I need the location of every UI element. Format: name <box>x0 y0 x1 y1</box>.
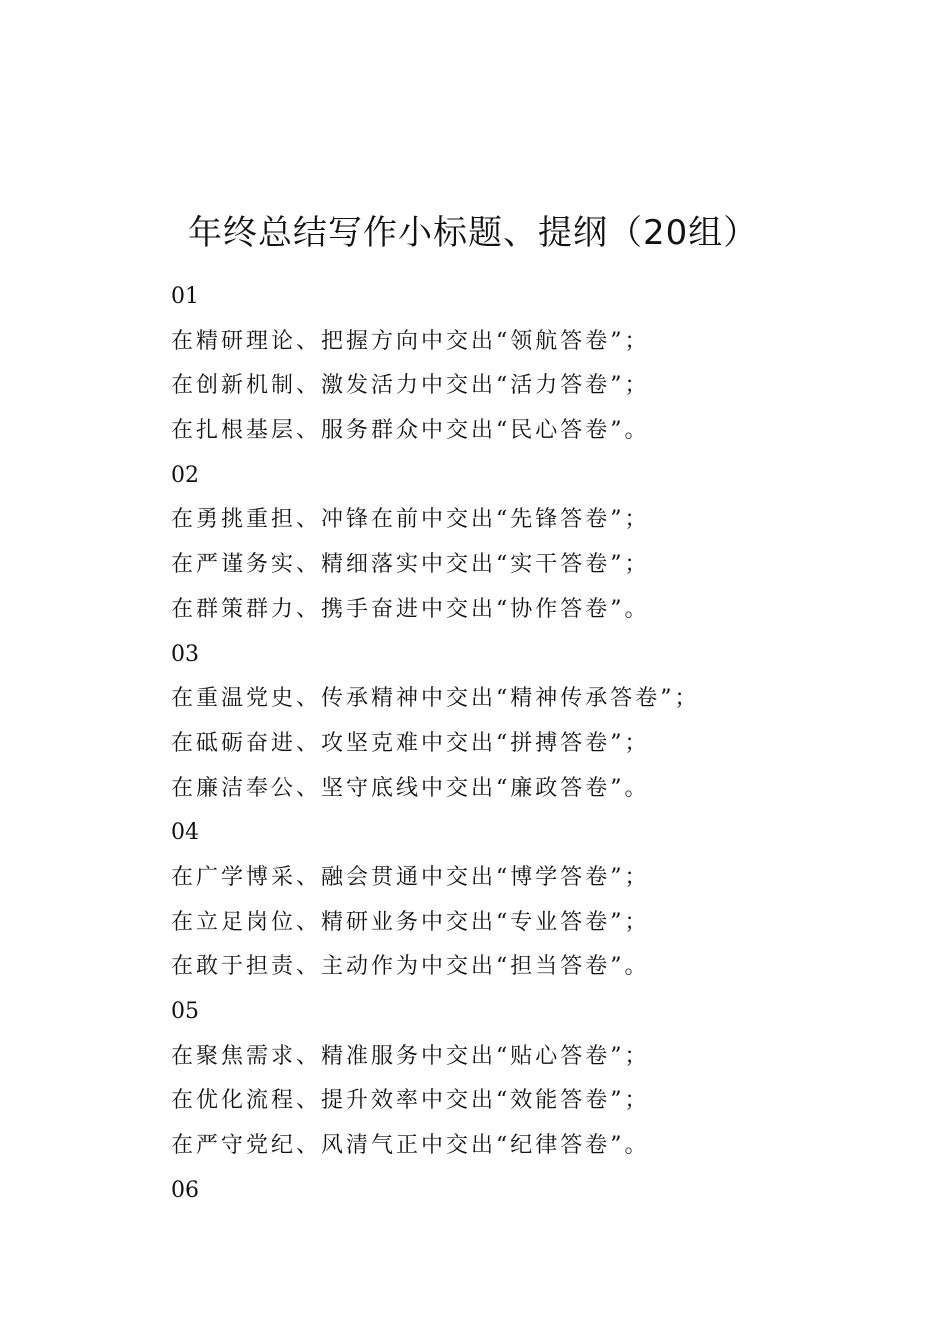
outline-line: 在廉洁奉公、坚守底线中交出“廉政答卷”。 <box>171 775 650 801</box>
group-number: 04 <box>171 820 199 846</box>
outline-line: 在创新机制、激发活力中交出“活力答卷”； <box>171 373 650 399</box>
outline-line: 在严守党纪、风清气正中交出“纪律答卷”。 <box>171 1133 650 1159</box>
outline-line: 在勇挑重担、冲锋在前中交出“先锋答卷”； <box>171 507 650 533</box>
document-body <box>171 275 891 1213</box>
outline-line: 在严谨务实、精细落实中交出“实干答卷”； <box>171 552 650 578</box>
group-number: 03 <box>171 641 199 667</box>
outline-line: 在广学博采、融会贯通中交出“博学答卷”； <box>171 864 650 890</box>
group-number: 01 <box>171 284 199 309</box>
document-title: 年终总结写作小标题、提纲（20组） <box>188 213 759 253</box>
outline-line: 在砥砺奋进、攻坚克难中交出“拼搏答卷”； <box>171 730 650 756</box>
outline-line: 在群策群力、携手奋进中交出“协作答卷”。 <box>171 596 650 622</box>
outline-line: 在优化流程、提升效率中交出“效能答卷”； <box>171 1088 650 1114</box>
group-number: 05 <box>171 999 199 1024</box>
outline-line: 在敢于担责、主动作为中交出“担当答卷”。 <box>171 954 650 980</box>
outline-line: 在扎根基层、服务群众中交出“民心答卷”。 <box>171 418 650 444</box>
group-number: 02 <box>171 462 199 488</box>
group-number: 06 <box>171 1177 199 1203</box>
outline-line: 在立足岗位、精研业务中交出“专业答卷”； <box>171 909 650 935</box>
outline-line: 在精研理论、把握方向中交出“领航答卷”； <box>171 328 650 354</box>
outline-line: 在重温党史、传承精神中交出“精神传承答卷”； <box>171 686 700 712</box>
outline-line: 在聚焦需求、精准服务中交出“贴心答卷”； <box>171 1043 650 1069</box>
